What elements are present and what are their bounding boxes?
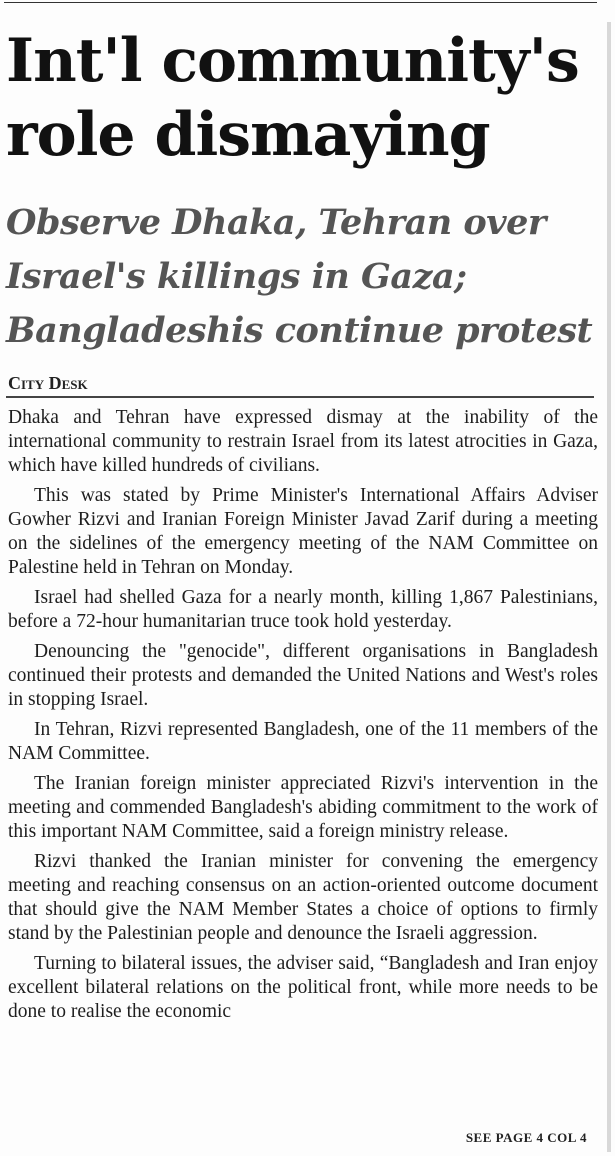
paragraph-2: This was stated by Prime Minister's International Affairs Adviser Gowher Rizvi and Iranian Foreign Minister Javad Zarif during a meeting on the sidelines of the emergency meeting of the NAM Committee on Palestine held in Tehran on Monday. — [8, 485, 598, 578]
article-body — [8, 406, 598, 1030]
headline: Int'l community's role dismaying — [6, 26, 579, 170]
subheadline: Observe Dhaka, Tehran over Israel's killings in Gaza; Bangladeshis continue protest — [6, 202, 593, 351]
paragraph-4: Denouncing the "genocide", different organisations in Bangladesh continued their protests and demanded the United Nations and West's roles in stopping Israel. — [8, 641, 598, 710]
paragraph-8: Turning to bilateral issues, the adviser said, “Bangladesh and Iran enjoy excellent bilateral relations on the political front, while more needs to be done to realise the economic — [8, 953, 598, 1022]
byline: City Desk — [8, 373, 88, 393]
adjacent-column-edge — [607, 22, 611, 1152]
top-rule — [4, 2, 597, 3]
paragraph-6: The Iranian foreign minister appreciated Rizvi's intervention in the meeting and commended Bangladesh's abiding commitment to the work of this important NAM Committee, said a foreign ministry release. — [8, 773, 598, 842]
paragraph-1: Dhaka and Tehran have expressed dismay at the inability of the international community to restrain Israel from its latest atrocities in Gaza, which have killed hundreds of civilians. — [8, 407, 598, 476]
paragraph-7: Rizvi thanked the Iranian minister for convening the emergency meeting and reaching consensus on an action-oriented outcome document that should give the NAM Member States a choice of options to firmly stand by the Palestinian people and denounce the Israeli aggression. — [8, 851, 598, 944]
paragraph-3: Israel had shelled Gaza for a nearly month, killing 1,867 Palestinians, before a 72-hour humanitarian truce took hold yesterday. — [8, 587, 598, 632]
continuation-note: SEE PAGE 4 COL 4 — [465, 1130, 587, 1145]
paragraph-5: In Tehran, Rizvi represented Bangladesh, one of the 11 members of the NAM Committee. — [8, 719, 598, 764]
byline-rule — [6, 396, 594, 398]
